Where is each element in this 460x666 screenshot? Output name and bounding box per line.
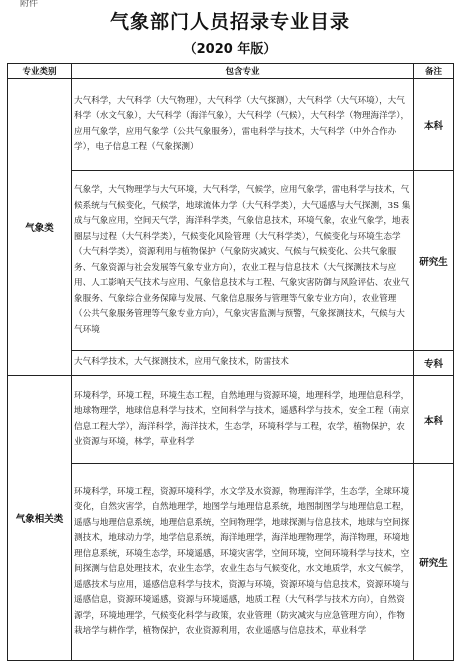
table-row (8, 79, 454, 171)
note-cell: 研究生 (414, 464, 454, 661)
page-title: 气象部门人员招录专业目录 (109, 11, 350, 33)
note-cell: 本科 (414, 79, 454, 171)
category-cell-meteorology: 气象类 (8, 79, 72, 376)
table-row (8, 376, 454, 464)
note-cell: 本科 (414, 376, 454, 464)
attachment-label: 附件 (20, 0, 39, 9)
table-row (8, 351, 454, 376)
majors-table (7, 63, 454, 661)
note-cell: 研究生 (414, 171, 454, 351)
majors-cell: 环境科学，环境工程，环境生态工程，自然地理与资源环境，地理科学，地理信息科学，地球物理学，地球信息科学与技术，空间科学与技术，遥感科学与技术，安全工程（南京信息工程大学），海洋科学，海洋技术，生态学，环境科学与工程，农学，植物保护，农业资源与环境，林学，草业科学 (72, 376, 414, 464)
majors-cell: 环境科学，环境工程，资源环境科学，水文学及水资源，物理海洋学，生态学，全球环境变化，自然灾害学，自然地理学，地图学与地理信息系统，地图制图学与地理信息工程，遥感与地理信息系统，地理信息系统，空间物理学，地球探测与信息技术，地球与空间探测技术，地球动力学，地学信息系统，海洋地理学，海洋地理物理学，海洋物理，环境地理信息系统，环境生态学，环境遥感，环境灾害学，空间环境，空间环境科学与技术，空间探测与信息处理技术，农业生态学，农业生态与气候变化，水文地质学，水文气候学，遥感技术与应用，遥感信息科学与技术，资源与环境，资源环境与信息技术，资源环境与遥感信息，资源环境遥感，资源与环境遥感，地质工程（大气科学与技术方向），自然资源学，环境地理学，气候变化科学与政策，农业管理（防灾减灾与应急管理方向），作物栽培学与耕作学，植物保护，农业资源利用，农业遥感与信息技术，草业科学 (72, 464, 414, 661)
header-note: 备注 (414, 64, 454, 79)
table-row (8, 464, 454, 661)
page-subtitle: （2020 年版） (183, 42, 277, 57)
majors-cell: 气象学，大气物理学与大气环境，大气科学，气候学，应用气象学，雷电科学与技术，气候系统与气候变化，气候学，地球流体力学（大气科学类），大气遥感与大气探测，3S 集成与气象应用，空间天气学，海洋科学类，气象信息技术，环境气象，农业气象学，地表圈层与过程（大气科学类），气候变化风险管理（大气科学类），气候变化与环境生态学（大气科学类），资源利用与植物保护（气象防灾减灾、气候与气候变化、公共气象服务、气象资源与社会发展等气象专业方向），农业工程与信息技术（大气探测技术与应用、人工影响天气技术与应用、气象信息技术与工程、气象灾害防御与风险评估、农业气象服务、气象综合业务保障与发展、气象信息服务与管理等气象专业方向），农业管理（公共气象服务管理等气象专业方向），气象灾害监测与预警，气象探测技术，气候与大气环境 (72, 171, 414, 351)
table-header-row (8, 64, 454, 79)
majors-cell: 大气科学，大气科学（大气物理），大气科学（大气探测），大气科学（大气环境），大气科学（水文气象），大气科学（海洋气象），大气科学（气候），大气科学（物理海洋学），应用气象学，应用气象学（公共气象服务），雷电科学与技术，大气科学（中外合作办学），电子信息工程（气象探测） (72, 79, 414, 171)
majors-cell: 大气科学技术，大气探测技术，应用气象技术，防雷技术 (72, 351, 414, 376)
note-cell: 专科 (414, 351, 454, 376)
table-row (8, 171, 454, 351)
header-category: 专业类别 (8, 64, 72, 79)
category-cell-related: 气象相关类 (8, 376, 72, 661)
header-majors: 包含专业 (72, 64, 414, 79)
